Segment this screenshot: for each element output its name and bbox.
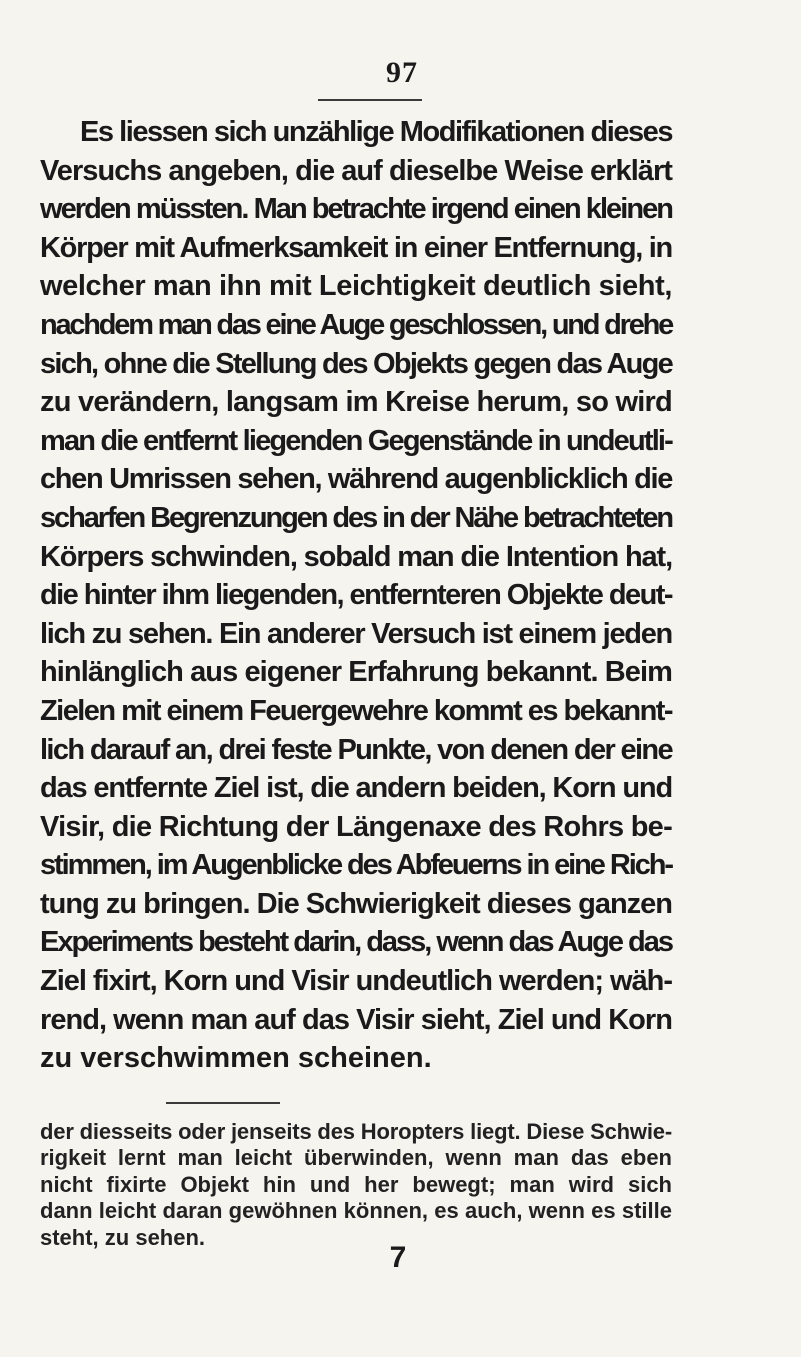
footnote-line: rigkeit lernt man leicht überwinden, wenn man das eben (40, 1145, 672, 1171)
body-line: zu verändern, langsam im Kreise herum, so wird (40, 386, 672, 419)
body-line: Experiments besteht darin, dass, wenn das Auge das (40, 926, 672, 959)
body-line: Ziel fixirt, Korn und Visir undeutlich werden; wäh- (40, 965, 672, 998)
body-line: lich darauf an, drei feste Punkte, von denen der eine (40, 733, 672, 766)
footnote-line: steht, zu sehen. (40, 1224, 206, 1250)
footnote-line: nicht fixirte Objekt hin und her bewegt; man wird sich (40, 1171, 672, 1197)
body-line: Visir, die Richtung der Längenaxe des Rohrs be- (40, 810, 672, 843)
page-number: 97 (386, 56, 418, 89)
body-line: sich, ohne die Stellung des Objekts gegen das Auge (40, 347, 672, 380)
body-line: Zielen mit einem Feuergewehre kommt es bekannt- (40, 694, 672, 727)
body-line: nachdem man das eine Auge geschlossen, und drehe (40, 308, 672, 341)
body-line: Körper mit Aufmerksamkeit in einer Entfernung, in (40, 231, 672, 264)
footnote-line: dann leicht daran gewöhnen können, es auch, wenn es stille (40, 1198, 672, 1224)
body-line: zu verschwimmen scheinen. (40, 1042, 432, 1075)
body-line: Körpers schwinden, sobald man die Intention hat, (40, 540, 672, 573)
body-line: chen Umrissen sehen, während augenblicklich die (40, 463, 672, 496)
body-line: Es liessen sich unzählige Modifikationen dieses (80, 116, 672, 148)
body-line: Versuchs angeben, die auf dieselbe Weise erklärt (40, 154, 672, 187)
body-line: hinlänglich aus eigener Erfahrung bekannt. Beim (40, 656, 672, 689)
footnote-rule (166, 1102, 280, 1104)
signature-mark: 7 (389, 1241, 407, 1274)
body-line: die hinter ihm liegenden, entfernteren Objekte deut- (40, 579, 672, 612)
body-line: werden müssten. Man betrachte irgend einen kleinen (40, 193, 672, 226)
footnote (40, 1119, 672, 1251)
body-line: stimmen, im Augenblicke des Abfeuerns in eine Rich- (40, 849, 672, 882)
body-line: lich zu sehen. Ein anderer Versuch ist einem jeden (40, 617, 672, 650)
body-line: rend, wenn man auf das Visir sieht, Ziel und Korn (40, 1003, 672, 1036)
body-paragraph (40, 113, 672, 1078)
body-line: scharfen Begrenzungen des in der Nähe betrachteten (40, 501, 672, 534)
body-line: welcher man ihn mit Leichtigkeit deutlich sieht, (40, 270, 672, 303)
header-rule (318, 99, 422, 101)
body-line: das entfernte Ziel ist, die andern beiden, Korn und (40, 772, 672, 805)
footnote-line: der diesseits oder jenseits des Horopters liegt. Diese Schwie- (40, 1119, 672, 1144)
body-line: man die entfernt liegenden Gegenstände in undeutli- (40, 424, 672, 457)
body-line: tung zu bringen. Die Schwierigkeit dieses ganzen (40, 887, 672, 920)
